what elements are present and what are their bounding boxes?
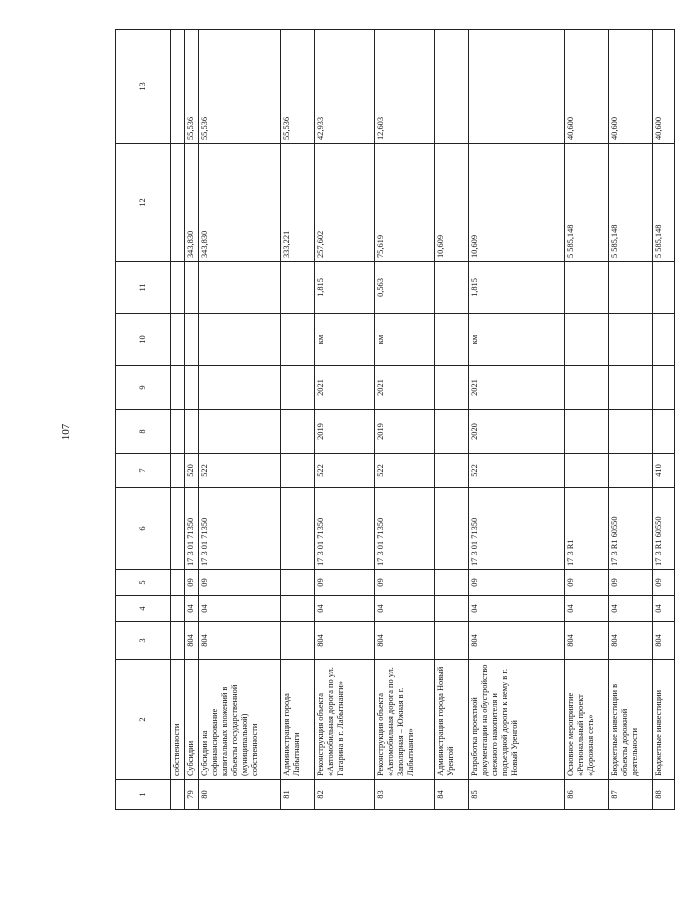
table-cell-col-3: 804 xyxy=(565,622,609,660)
table-cell-col-4: 04 xyxy=(469,596,565,622)
table-cell-col-1: 85 xyxy=(469,780,565,810)
table-cell-col-9 xyxy=(281,366,315,410)
table-cell-col-9 xyxy=(185,366,199,410)
table-row xyxy=(565,30,609,810)
table-cell-col-11 xyxy=(435,262,469,314)
header-cell: 7 xyxy=(116,454,171,488)
table-cell-col-11 xyxy=(199,262,281,314)
table-cell-col-2: Администрация города Лабытнанги xyxy=(281,660,315,780)
table-row xyxy=(185,30,199,810)
table-cell-col-9 xyxy=(653,366,675,410)
table-cell-col-3: 804 xyxy=(185,622,199,660)
table-cell-col-5: 09 xyxy=(653,570,675,596)
table-cell-col-12: 5 585,148 xyxy=(565,144,609,262)
table-cell-col-7: 522 xyxy=(199,454,281,488)
table-cell-col-8 xyxy=(609,410,653,454)
table-cell-col-6: 17 3 01 71350 xyxy=(315,488,375,570)
table-cell-col-4: 04 xyxy=(199,596,281,622)
table-cell-col-10: км xyxy=(375,314,435,366)
table-cell-col-6 xyxy=(281,488,315,570)
table-cell-col-11 xyxy=(281,262,315,314)
header-cell: 2 xyxy=(116,660,171,780)
table-cell-col-1: 87 xyxy=(609,780,653,810)
table-row xyxy=(199,30,281,810)
table-cell-col-3: 804 xyxy=(653,622,675,660)
table-cell-col-1: 79 xyxy=(185,780,199,810)
table-cell-col-13: 12,603 xyxy=(375,30,435,144)
header-row xyxy=(116,30,171,810)
table-row xyxy=(609,30,653,810)
table-cell-col-2: собственности xyxy=(171,660,185,780)
table-cell-col-5 xyxy=(171,570,185,596)
table-row xyxy=(653,30,675,810)
table-cell-col-4: 04 xyxy=(653,596,675,622)
table-cell-col-13: 40,600 xyxy=(653,30,675,144)
table-cell-col-5: 09 xyxy=(199,570,281,596)
table-cell-col-8 xyxy=(281,410,315,454)
table-cell-col-13 xyxy=(469,30,565,144)
table-cell-col-8 xyxy=(171,410,185,454)
table-cell-col-3: 804 xyxy=(315,622,375,660)
table-cell-col-8: 2020 xyxy=(469,410,565,454)
table-cell-col-11 xyxy=(185,262,199,314)
table-cell-col-10: км xyxy=(315,314,375,366)
table-cell-col-7 xyxy=(281,454,315,488)
table-cell-col-6: 17 3 01 71350 xyxy=(199,488,281,570)
table-cell-col-1: 86 xyxy=(565,780,609,810)
table-cell-col-12: 257,602 xyxy=(315,144,375,262)
table-cell-col-5: 09 xyxy=(609,570,653,596)
table-cell-col-4: 04 xyxy=(609,596,653,622)
header-cell: 13 xyxy=(116,30,171,144)
header-cell: 1 xyxy=(116,780,171,810)
table-cell-col-3: 804 xyxy=(609,622,653,660)
table-cell-col-6 xyxy=(171,488,185,570)
table-cell-col-8: 2019 xyxy=(315,410,375,454)
table-cell-col-7: 522 xyxy=(315,454,375,488)
table-cell-col-4: 04 xyxy=(375,596,435,622)
page-number: 107 xyxy=(60,423,72,441)
table-cell-col-4 xyxy=(435,596,469,622)
header-cell: 11 xyxy=(116,262,171,314)
table-cell-col-1: 81 xyxy=(281,780,315,810)
table-cell-col-4: 04 xyxy=(315,596,375,622)
table-cell-col-7: 410 xyxy=(653,454,675,488)
table-cell-col-13: 55,536 xyxy=(281,30,315,144)
table-cell-col-3 xyxy=(281,622,315,660)
table-cell-col-10: км xyxy=(469,314,565,366)
table-row xyxy=(171,30,185,810)
table-cell-col-10 xyxy=(653,314,675,366)
table-cell-col-7 xyxy=(609,454,653,488)
table-cell-col-6 xyxy=(435,488,469,570)
table-cell-col-11 xyxy=(609,262,653,314)
table-cell-col-11: 0,563 xyxy=(375,262,435,314)
table-cell-col-6: 17 3 01 71350 xyxy=(185,488,199,570)
table-cell-col-5 xyxy=(281,570,315,596)
table-cell-col-6: 17 3 R1 xyxy=(565,488,609,570)
table-cell-col-10 xyxy=(609,314,653,366)
table-cell-col-13: 42,933 xyxy=(315,30,375,144)
table-cell-col-2: Бюджетные инвестиции xyxy=(653,660,675,780)
table-cell-col-11: 1,815 xyxy=(315,262,375,314)
table-cell-col-9: 2021 xyxy=(315,366,375,410)
table-cell-col-11 xyxy=(653,262,675,314)
table-cell-col-12 xyxy=(171,144,185,262)
table-cell-col-2: Администрация города Новый Уренгой xyxy=(435,660,469,780)
header-cell: 9 xyxy=(116,366,171,410)
header-cell: 4 xyxy=(116,596,171,622)
table-cell-col-9 xyxy=(565,366,609,410)
table-cell-col-4: 04 xyxy=(565,596,609,622)
table-row xyxy=(281,30,315,810)
table-cell-col-12: 343,830 xyxy=(199,144,281,262)
table-row xyxy=(315,30,375,810)
table-cell-col-1: 88 xyxy=(653,780,675,810)
table-cell-col-12: 10,609 xyxy=(435,144,469,262)
table-cell-col-13: 55,536 xyxy=(199,30,281,144)
table-cell-col-6: 17 3 01 71350 xyxy=(469,488,565,570)
table-cell-col-5: 09 xyxy=(469,570,565,596)
table-cell-col-9 xyxy=(609,366,653,410)
table-cell-col-1: 80 xyxy=(199,780,281,810)
table-cell-col-6: 17 3 R1 60550 xyxy=(609,488,653,570)
table-cell-col-2: Бюджетные инвестиции в объекты дорожной деятельности xyxy=(609,660,653,780)
table-cell-col-5: 09 xyxy=(375,570,435,596)
table-frame xyxy=(115,30,675,810)
table-cell-col-3 xyxy=(171,622,185,660)
table-cell-col-2: Реконструкция объекта «Автомобильная дорога по ул. Гагарина в г. Лабытнанги» xyxy=(315,660,375,780)
table-cell-col-5 xyxy=(435,570,469,596)
table-cell-col-3: 804 xyxy=(469,622,565,660)
table-row xyxy=(375,30,435,810)
table-cell-col-11 xyxy=(565,262,609,314)
table-cell-col-13: 55,536 xyxy=(185,30,199,144)
table-cell-col-13 xyxy=(171,30,185,144)
table-cell-col-13 xyxy=(435,30,469,144)
table-cell-col-12: 5 585,148 xyxy=(609,144,653,262)
table-cell-col-5: 09 xyxy=(185,570,199,596)
table-cell-col-10 xyxy=(435,314,469,366)
table-cell-col-4 xyxy=(281,596,315,622)
table-cell-col-2: Основное мероприятие «Региональный проект «Дорожная сеть» xyxy=(565,660,609,780)
table-cell-col-7 xyxy=(565,454,609,488)
table-cell-col-10 xyxy=(185,314,199,366)
table-cell-col-2: Субсидии xyxy=(185,660,199,780)
table-cell-col-10 xyxy=(281,314,315,366)
table-cell-col-6: 17 3 01 71350 xyxy=(375,488,435,570)
table-cell-col-8 xyxy=(185,410,199,454)
header-cell: 6 xyxy=(116,488,171,570)
table-cell-col-2: Субсидии на софинансирование капитальных вложений в объекты государственной (муниципальной) собственности xyxy=(199,660,281,780)
table-cell-col-9 xyxy=(171,366,185,410)
table-cell-col-8 xyxy=(653,410,675,454)
table-cell-col-1 xyxy=(171,780,185,810)
table-cell-col-1: 83 xyxy=(375,780,435,810)
table-row xyxy=(435,30,469,810)
table-cell-col-1: 84 xyxy=(435,780,469,810)
header-cell: 12 xyxy=(116,144,171,262)
table-cell-col-10 xyxy=(199,314,281,366)
table-cell-col-7 xyxy=(435,454,469,488)
table-cell-col-7: 520 xyxy=(185,454,199,488)
table-cell-col-1: 82 xyxy=(315,780,375,810)
header-cell: 8 xyxy=(116,410,171,454)
table-cell-col-4: 04 xyxy=(185,596,199,622)
table-cell-col-12: 343,830 xyxy=(185,144,199,262)
table-cell-col-3: 804 xyxy=(375,622,435,660)
table-cell-col-9 xyxy=(435,366,469,410)
table-row xyxy=(469,30,565,810)
table-cell-col-5: 09 xyxy=(315,570,375,596)
budget-table xyxy=(115,29,675,810)
table-cell-col-4 xyxy=(171,596,185,622)
table-cell-col-3: 804 xyxy=(199,622,281,660)
table-cell-col-3 xyxy=(435,622,469,660)
table-cell-col-7 xyxy=(171,454,185,488)
header-cell: 3 xyxy=(116,622,171,660)
table-cell-col-12: 75,619 xyxy=(375,144,435,262)
table-cell-col-12: 10,609 xyxy=(469,144,565,262)
header-cell: 5 xyxy=(116,570,171,596)
table-cell-col-10 xyxy=(171,314,185,366)
table-cell-col-6: 17 3 R1 60550 xyxy=(653,488,675,570)
table-cell-col-9 xyxy=(199,366,281,410)
table-cell-col-8: 2019 xyxy=(375,410,435,454)
table-cell-col-10 xyxy=(565,314,609,366)
table-cell-col-8 xyxy=(435,410,469,454)
table-cell-col-9: 2021 xyxy=(469,366,565,410)
table-cell-col-11: 1,815 xyxy=(469,262,565,314)
table-cell-col-12: 5 585,148 xyxy=(653,144,675,262)
table-cell-col-2: Реконструкция объекта «Автомобильная дорога по ул. Заполярная – Южная в г. Лабытнанги» xyxy=(375,660,435,780)
table-cell-col-11 xyxy=(171,262,185,314)
table-cell-col-13: 40,600 xyxy=(565,30,609,144)
table-cell-col-9: 2021 xyxy=(375,366,435,410)
header-cell: 10 xyxy=(116,314,171,366)
table-cell-col-8 xyxy=(199,410,281,454)
table-cell-col-7: 522 xyxy=(469,454,565,488)
table-cell-col-2: Разработка проектной документации на обустройство снежного накопителя и подъездной дороги к нему в г. Новый Уренгой xyxy=(469,660,565,780)
table-cell-col-5: 09 xyxy=(565,570,609,596)
table-cell-col-8 xyxy=(565,410,609,454)
table-cell-col-7: 522 xyxy=(375,454,435,488)
table-cell-col-13: 40,600 xyxy=(609,30,653,144)
table-cell-col-12: 333,221 xyxy=(281,144,315,262)
